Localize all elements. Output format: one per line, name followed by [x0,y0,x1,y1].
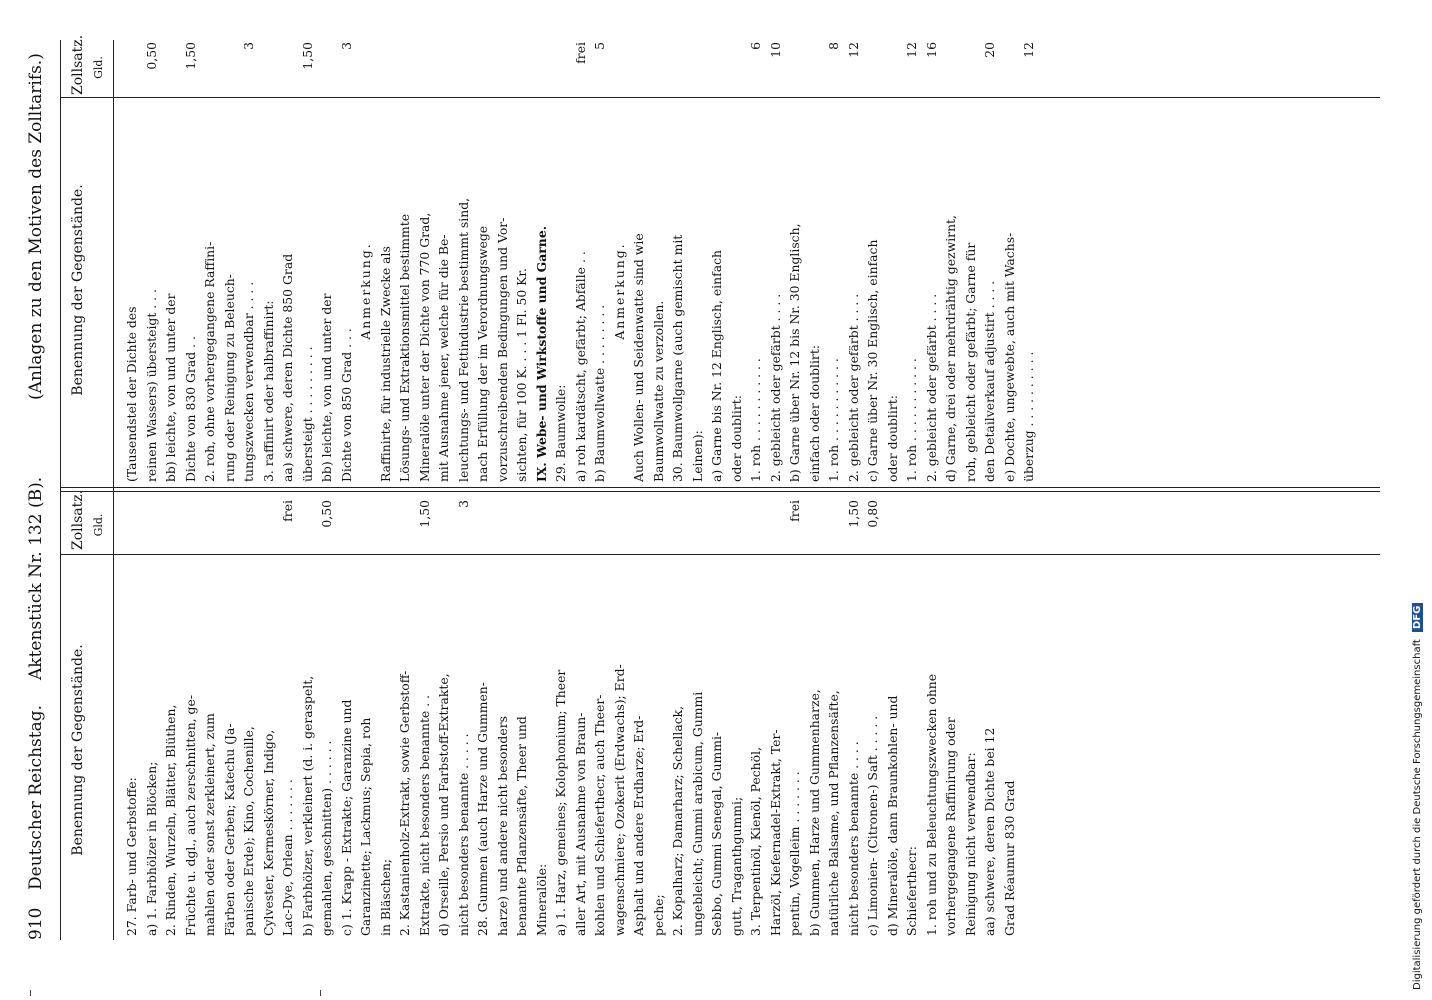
tariff-line: nach Erfüllung der im Verordnungswege [475,225,490,482]
duty-rate: 0,50 [319,500,334,528]
duty-rate [571,500,591,548]
tariff-line: bb) leichte, von und unter der [319,293,334,482]
tariff-line: 2. Rinden, Wurzeln, Blätter, Blüthen, [163,704,178,936]
duty-rate: 1,50 [416,500,432,528]
tariff-line: Reinigung nicht verwendbar: [962,752,978,936]
duty-rate [688,42,708,90]
scan-mark [30,990,31,996]
duty-rate [376,500,396,548]
duty-rate [785,42,805,90]
tariff-line: kohlen und Schieferthecr, auch Theer- [592,694,607,936]
duty-rate [1000,500,1020,548]
duty-rate [356,500,376,548]
tariff-line: einfach oder doublirt: [806,345,822,482]
digitization-credit [1412,10,1426,990]
tariff-line: Harzöl, Kiefernadel-Extrakt, Ter- [767,729,783,936]
tariff-line: oder doublirt: [884,395,900,482]
tariff-line: b) Garne über Nr. 12 bis Nr. 30 Englisch, [787,223,802,482]
tariff-line: 2. Kastanienholz-Extrakt, sowie Gerbstoff- [397,670,412,936]
duty-rate [181,500,201,548]
duty-rate [395,42,415,90]
duty-rate: 8 [826,42,841,50]
duty-rate [590,500,610,548]
tariff-line: Mineralöle: [533,863,549,936]
duty-rate: 20 [982,42,997,58]
tariff-line: vorhergegangene Raffinirung oder [943,717,958,936]
tariff-line: Lac-Dye, Orlean . . . . . . . [280,779,295,936]
tariff-line: Dichte von 830 Grad . . [182,336,198,482]
duty-rate [473,42,493,90]
tariff-line: roh, gebleicht oder gefärbt; Garne für [962,242,978,482]
duty-rate [278,42,298,90]
duty-rate: 0,50 [143,42,159,70]
duty-rate [610,42,630,90]
tariff-line: Raffinirte, für industrielle Zwecke als [377,246,393,482]
duty-rate [922,500,942,548]
duty-rate: 6 [748,42,763,50]
duty-rate [200,42,220,90]
duty-rate: 5 [592,42,607,50]
tariff-line: bb) leichte, von und unter der [163,293,178,482]
duty-rate [863,42,883,90]
tariff-line: Cylvester, Kermeskörner, Indigo, [260,729,276,936]
left-description-heading: Benennung der Gegenstände. [70,644,86,856]
duty-rate [122,500,142,548]
duty-rate: 3 [241,42,256,50]
duty-rate [532,42,552,90]
duty-rate [551,500,571,548]
tariff-line: IX. Webe- und Wirkstoffe und Garne. [533,225,549,482]
right-duty-divider [60,97,1380,98]
tariff-line: überzug . . . . . . . . . . [1021,351,1036,482]
right-description-heading: Benennung der Gegenstände. [70,184,86,396]
right-unit-heading: Gld. [92,56,105,79]
tariff-line: reinen Wassers) übersteigt . . . [143,289,159,482]
tariff-line: nicht besonders benannte . . . . . [455,733,471,936]
tariff-line: b) Gummen, Harze und Gummenharze, [806,689,822,936]
tariff-line: 2. gebleicht oder gefärbt . . . . [923,293,939,482]
tariff-line: b) Baumwollwatte . . . . . . . . [592,304,607,482]
parliament-title: Deutscher Reichstag. [26,705,46,890]
duty-rate [317,42,337,90]
tariff-line: 3. Terpentinöl, Kienöl, Pechöl, [748,746,763,936]
tariff-line: mit Ausnahme jener, welche für die Be- [436,234,451,482]
duty-rate [1000,42,1020,90]
tariff-line: peche; [650,894,666,936]
tariff-line: Anmerkung. [358,242,373,340]
tariff-line: natürliche Balsame, und Pflanzensäfte, [826,690,841,936]
tariff-line: Sebbo, Gummi Senegal, Gummi- [709,731,724,936]
duty-rate: frei [280,500,295,522]
tariff-line: aa) schwere, deren Dichte 850 Grad [280,253,295,482]
tariff-line: 30. Baumwollgarne (auch gemischt mit [670,234,685,482]
duty-rate [551,42,571,90]
tariff-line: den Detailverkauf adjustirt . . . . [982,280,997,482]
page-number: 910 [26,907,46,940]
duty-rate: 16 [923,42,939,58]
tariff-line: a) roh kardätscht, gefärbt; Abfälle . . [572,251,588,482]
tariff-line: Anmerkung. [611,242,627,340]
duty-rate: 1,50 [182,42,198,70]
duty-rate [161,42,181,90]
duty-rate [766,500,786,548]
running-header [20,20,60,940]
tariff-line: c) Limonien- (Citronen-) Saft . . . . . [865,715,880,936]
duty-rate [629,500,649,548]
tariff-line: (Tausendstel der Dichte des [124,306,139,482]
duty-rate [532,500,552,548]
duty-rate [259,500,279,548]
tariff-line: Lösungs- und Extraktionsmittel bestimmte [397,213,412,482]
duty-rate: 0,80 [865,500,880,528]
tariff-line: Dichte von 850 Grad . . . [338,328,354,482]
tariff-line: pentin, Vogelleim . . . . . . . [787,771,802,936]
duty-rate [395,500,415,548]
tariff-line: nicht besonders benannte . . . . [845,741,861,936]
duty-rate [298,500,318,548]
tariff-line: Garanzinette; Lackmus; Sepia, roh [358,717,373,936]
duty-rate: 12 [845,42,861,58]
duty-rate [512,500,532,548]
tariff-line: 2. gebleicht oder gefärbt . . . . [767,293,783,482]
tariff-line: Grad Réaumur 830 Grad [1001,780,1017,936]
tariff-line: 1. roh . . . . . . . . . . . [826,358,841,482]
tariff-line: vorzuschreibenden Bedingungen und Vor- [494,217,510,482]
duty-rate [122,42,142,90]
duty-rate [493,500,513,548]
duty-rate: frei [787,500,802,522]
tariff-line: e) Dochte, ungewebte, auch mit Wachs- [1001,232,1017,482]
tariff-line: wagenschmiere; Ozokerit (Erdwachs); Erd- [611,664,627,936]
duty-rate: 10 [767,42,783,58]
tariff-line: harze) und andere nicht besonders [494,716,510,936]
tariff-line: 2. Kopalharz; Damarharz; Schellack, [670,705,685,936]
duty-rate: frei [572,42,588,64]
tariff-line: Leinen): [689,430,705,482]
tariff-line: a) 1. Harz, gemeines; Kolophonium; Theer [553,669,568,936]
tariff-line: rung oder Reinigung zu Beleuch- [221,274,237,482]
tariff-line: d) Orseille, Persio und Farbstoff-Extrakte, [436,673,451,936]
duty-rate [239,500,259,548]
duty-rate [161,500,181,548]
tariff-line: Früchte u. dgl., auch zerschnitten, ge- [182,694,198,936]
duty-rate [707,42,727,90]
document-reference: Aktenstück Nr. 132 (B). [26,476,46,680]
tariff-line: 3. raffinirt oder halbraffinirt: [260,300,276,482]
right-page-duty-column [122,42,1039,90]
dfg-logo: DFG [1412,603,1423,632]
tariff-line: Mineralöle unter der Dichte von 770 Grad, [416,212,432,482]
tariff-line: panische Erde); Kino, Cochenille, [241,726,256,936]
tariff-line: Färben oder Gerben; Katechu (Ja- [221,723,237,936]
duty-rate: 1,50 [299,42,315,70]
duty-rate [454,42,474,90]
credit-text: Digitalisierung gefördert durch die Deutsche Forschungsgemeinschaft [1412,639,1423,990]
tariff-line: in Bläschen; [377,858,393,936]
duty-rate [805,42,825,90]
tariff-line: Auch Wollen- und Seidenwatte sind wie [631,233,646,482]
duty-rate [649,500,669,548]
duty-rate [941,42,961,90]
duty-rate [727,42,747,90]
tariff-line: gemahlen, geschnitten) . . . . . . [319,740,334,936]
duty-rate [668,42,688,90]
tariff-line: a) Garne bis Nr. 12 Englisch, einfach [709,249,724,482]
tariff-line: c) Garne über Nr. 30 Englisch, einfach [865,239,880,482]
tariff-line: gutt, Traganthgummi; [728,796,744,936]
tariff-line: mahlen oder sonst zerkleinert, zum [202,713,217,936]
duty-rate [727,500,747,548]
tariff-line: 2. gebleicht oder gefärbt . . . . [845,293,861,482]
duty-rate [259,42,279,90]
duty-rate [961,500,981,548]
tariff-line: 28. Gummen (auch Harze und Gummen- [475,682,490,936]
right-duty-heading: Zollsatz. [70,34,86,95]
duty-rate [980,500,1000,548]
duty-rate [337,500,357,548]
tariff-line: Schieferthecr: [904,846,919,936]
duty-rate [883,500,903,548]
tariff-line: 1. roh . . . . . . . . . . . [904,358,919,482]
annex-title: (Anlagen zu den Motiven des Zolltarifs.) [26,53,46,400]
duty-rate [142,500,162,548]
duty-rate [220,42,240,90]
center-divider [60,487,1380,492]
tariff-line: Extrakte, nicht besonders benannte . . [416,694,432,936]
duty-rate [473,500,493,548]
duty-rate: 3 [338,42,354,50]
tariff-line: a) 1. Farbhölzer in Blöcken; [143,761,159,936]
duty-rate [493,42,513,90]
tariff-line: Asphalt und andere Erdharze; Erd- [631,715,646,936]
tariff-line: oder doublirt: [728,395,744,482]
tariff-line: 1. roh und zu Beleuchtungszwecken ohne [923,673,939,936]
tariff-line: d) Mineralöle, dann Braunkohlen- und [884,695,900,936]
duty-rate [649,42,669,90]
duty-rate [376,42,396,90]
tariff-line: sichten, für 100 K. . . . 1 Fl. 50 Kr. [514,268,529,482]
tariff-line: ungebleicht; Gummi arabicum, Gummi [689,691,705,936]
tariff-line: b) Farbhölzer, verkleinert (d. i. geraspelt, [299,675,315,936]
left-page-column [122,556,1019,936]
right-page-column [122,100,1039,482]
duty-rate [220,500,240,548]
duty-rate [746,500,766,548]
duty-rate: 1,50 [845,500,861,528]
duty-rate [805,500,825,548]
duty-rate [415,42,435,90]
tariff-line: benannte Pflanzensäfte, Theer und [514,716,529,936]
tariff-line: übersteigt . . . . . . . . . [299,346,315,482]
duty-rate [688,500,708,548]
tariff-line: aa) schwere, deren Dichte bei 12 [982,727,997,936]
duty-rate [824,500,844,548]
duty-rate [961,42,981,90]
duty-rate [356,42,376,90]
duty-rate [941,500,961,548]
tariff-line: aller Art, mit Ausnahme von Braun- [572,712,588,936]
duty-rate [629,42,649,90]
left-page-duty-column [122,500,1019,548]
duty-rate [902,500,922,548]
duty-rate [610,500,630,548]
tariff-line: 2. roh, ohne vorhergegangene Raffini- [202,241,217,482]
duty-rate: 12 [1021,42,1036,58]
left-unit-heading: Gld. [92,513,105,537]
duty-rate [434,500,454,548]
duty-rate [707,500,727,548]
duty-rate [883,42,903,90]
duty-rate [200,500,220,548]
tariff-line: tungszwecken verwendbar . . . . [241,281,256,482]
tariff-line: c) 1. Krapp - Extrakte; Garanzine und [338,699,354,936]
tariff-line: Baumwollwatte zu verzollen. [650,300,666,482]
duty-rate [512,42,532,90]
tariff-line: d) Garne, drei oder mehrdrähtig gezwirnt, [943,215,958,482]
scan-mark [320,990,321,996]
left-duty-divider [60,554,1380,555]
tariff-line: leuchtungs- und Fettindustrie bestimmt sind, [455,197,471,482]
duty-rate [434,42,454,90]
tariff-line: 27. Farb- und Gerbstoffe: [124,777,139,936]
duty-rate [668,500,688,548]
duty-rate: 3 [455,500,471,508]
tariff-line: 1. roh . . . . . . . . . . . [748,358,763,482]
tariff-line: 29. Baumwolle: [553,384,568,482]
left-duty-heading: Zollsatz. [70,489,86,550]
duty-rate: 12 [904,42,919,58]
